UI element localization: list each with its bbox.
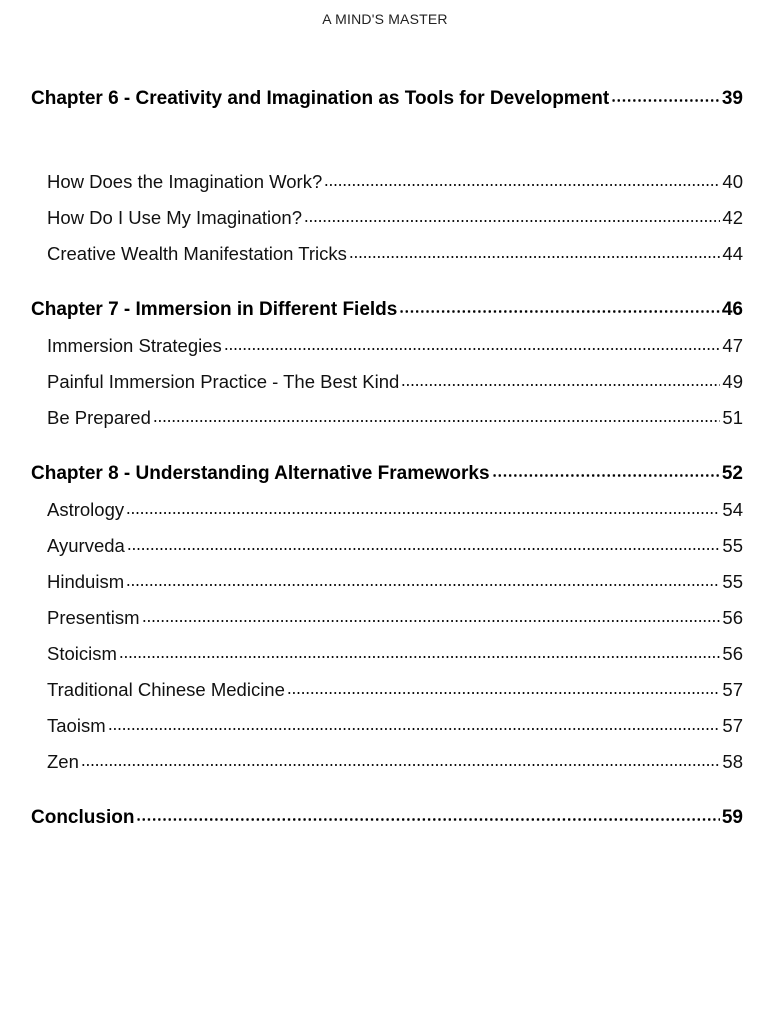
entry-title: Astrology — [47, 499, 125, 520]
entry-title: Taoism — [47, 715, 106, 736]
entry-page: 47 — [722, 335, 743, 356]
toc-entry-conclusion[interactable] — [31, 800, 743, 836]
entry-page: 44 — [722, 243, 743, 264]
dot-leader — [492, 474, 720, 477]
entry-title: Chapter 8 - Understanding Alternative Frameworks — [31, 463, 490, 484]
entry-page: 39 — [721, 88, 743, 109]
dot-leader — [401, 384, 720, 386]
toc-entry[interactable] — [31, 400, 743, 436]
entry-page: 42 — [722, 207, 743, 228]
dot-leader — [119, 656, 721, 658]
entry-page: 49 — [722, 371, 743, 392]
entry-title: Traditional Chinese Medicine — [47, 679, 285, 700]
dot-leader — [127, 548, 721, 550]
entry-title: Chapter 7 - Immersion in Different Fields — [31, 299, 398, 320]
entry-title: How Does the Imagination Work? — [47, 171, 323, 192]
entry-page: 56 — [722, 643, 743, 664]
dot-leader — [136, 818, 719, 821]
entry-page: 46 — [721, 299, 743, 320]
running-header: A MIND'S MASTER — [322, 11, 448, 27]
dot-leader — [287, 692, 721, 694]
entry-title: Immersion Strategies — [47, 335, 222, 356]
entry-title: Zen — [47, 751, 79, 772]
entry-page: 54 — [722, 499, 743, 520]
toc-entry[interactable] — [31, 636, 743, 672]
dot-leader — [611, 99, 720, 102]
entry-page: 55 — [722, 571, 743, 592]
toc-entry[interactable] — [31, 492, 743, 528]
entry-page: 40 — [722, 171, 743, 192]
entry-title: Be Prepared — [47, 407, 151, 428]
dot-leader — [142, 620, 721, 622]
entry-title: Ayurveda — [47, 535, 125, 556]
entry-title: Creative Wealth Manifestation Tricks — [47, 243, 347, 264]
dot-leader — [126, 512, 720, 514]
entry-page: 57 — [722, 679, 743, 700]
entry-page: 51 — [722, 407, 743, 428]
dot-leader — [153, 420, 721, 422]
entry-title: Painful Immersion Practice - The Best Kind — [47, 371, 400, 392]
entry-title: Conclusion — [31, 807, 135, 828]
toc-entry[interactable] — [31, 200, 743, 236]
entry-page: 59 — [721, 807, 743, 828]
dot-leader — [224, 348, 721, 350]
entry-title: Chapter 6 - Creativity and Imagination as Tools for Development — [31, 88, 610, 109]
table-of-contents — [31, 81, 743, 836]
toc-entry[interactable] — [31, 672, 743, 708]
toc-entry[interactable] — [31, 564, 743, 600]
toc-entry-chapter-6[interactable] — [31, 81, 743, 117]
toc-entry[interactable] — [31, 364, 743, 400]
entry-title: Hinduism — [47, 571, 125, 592]
toc-entry[interactable] — [31, 708, 743, 744]
dot-leader — [108, 728, 721, 730]
toc-entry[interactable] — [31, 744, 743, 780]
dot-leader — [81, 764, 721, 766]
entry-title: Presentism — [47, 607, 140, 628]
toc-entry[interactable] — [31, 328, 743, 364]
toc-entry-chapter-7[interactable] — [31, 292, 743, 328]
entry-page: 58 — [722, 751, 743, 772]
dot-leader — [126, 584, 720, 586]
toc-entry-chapter-8[interactable] — [31, 456, 743, 492]
entry-page: 52 — [721, 463, 743, 484]
dot-leader — [349, 256, 721, 258]
toc-entry[interactable] — [31, 164, 743, 200]
entry-title: Stoicism — [47, 643, 117, 664]
dot-leader — [324, 184, 720, 186]
entry-page: 56 — [722, 607, 743, 628]
toc-entry[interactable] — [31, 600, 743, 636]
entry-page: 57 — [722, 715, 743, 736]
entry-page: 55 — [722, 535, 743, 556]
dot-leader — [399, 310, 720, 313]
entry-title: How Do I Use My Imagination? — [47, 207, 302, 228]
dot-leader — [304, 220, 720, 222]
toc-entry[interactable] — [31, 528, 743, 564]
toc-entry[interactable] — [31, 236, 743, 272]
